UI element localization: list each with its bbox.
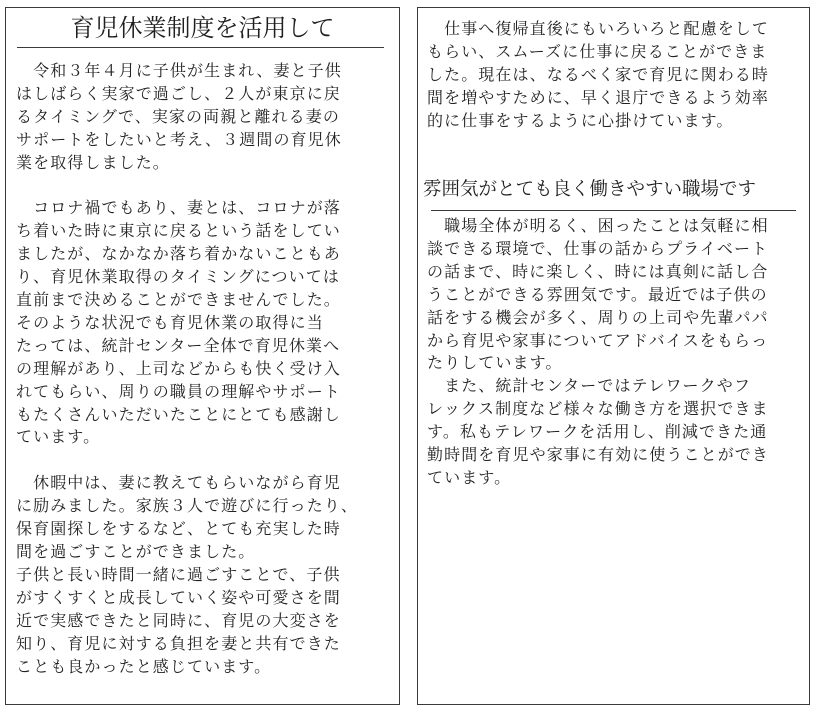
paragraph-workplace-atmosphere: 職場全体が明るく、困ったことは気軽に相 談できる環境で、仕事の話からプライベート の話まで、時に楽しく、時には真剣に話し合 うことができる雰囲気です。最近では子供の 話をする機会が多く、周りの上司や先輩パパ から育児や家事についてアドバイスをもらっ たりしています。: [427, 216, 769, 373]
article-title: 育児休業制度を活用して: [70, 14, 335, 42]
paragraph-leave-experience: 休暇中は、妻に教えてもらいながら育児 に励みました。家族３人で遊びに行ったり、 保育園探しをするなど、とても充実した時 間を過ごすことができました。 子供と長い時間一緒に過ごすことで、子供 がすくすくと成長していく姿や可愛さを間 近で実感できたと同時に、育児の大変さを 知り、育児に対する負担を妻と共有できた ことも良かったと感じています。: [16, 473, 359, 676]
right-top-body-text: [427, 18, 807, 133]
right-article-panel: [417, 7, 810, 705]
section-heading-workplace: 雰囲気がとても良く働きやすい職場です: [423, 179, 757, 200]
paragraph-leave-timing: コロナ禍でもあり、妻とは、コロナが落 ち着いた時に東京に戻るという話をしてい ましたが、なかなか落ち着かないこともあ り、育児休業取得のタイミングについては 直前まで決めることができませんでした。 そのような状況でも育児休業の取得に当 たっては、統計センター全体で育児休業へ の理解があり、上司などからも快く受け入 れてもらい、周りの職員の理解やサポート もたくさんいただいたことにとても感謝し ています。: [16, 198, 341, 447]
paragraph-return-to-work: 仕事へ復帰直後にもいろいろと配慮をして もらい、スムーズに仕事に戻ることができま した。現在は、なるべく家で育児に関わる時 間を増やすために、早く退庁できるよう効率 的に仕事をするように心掛けています。: [427, 19, 770, 130]
title-underline: [17, 47, 384, 48]
left-article-panel: [5, 7, 400, 705]
paragraph-childcare-leave-reason: 令和３年４月に子供が生まれ、妻と子供 はしばらく実家で過ごし、２人が東京に戻 るタイミングで、実家の両親と離れる妻の サポートをしたいと考え、３週間の育児休 業を取得しました。: [16, 61, 342, 172]
paragraph-flexible-work: また、統計センターではテレワークやフ レックス制度など様々な働き方を選択できま す。私もテレワークを活用し、削減できた通 勤時間を育児や家事に有効に使うことができ ています。: [427, 376, 770, 487]
right-bottom-body-text: [427, 215, 807, 490]
section-heading-underline: [431, 210, 796, 211]
left-body-text: [16, 60, 396, 678]
